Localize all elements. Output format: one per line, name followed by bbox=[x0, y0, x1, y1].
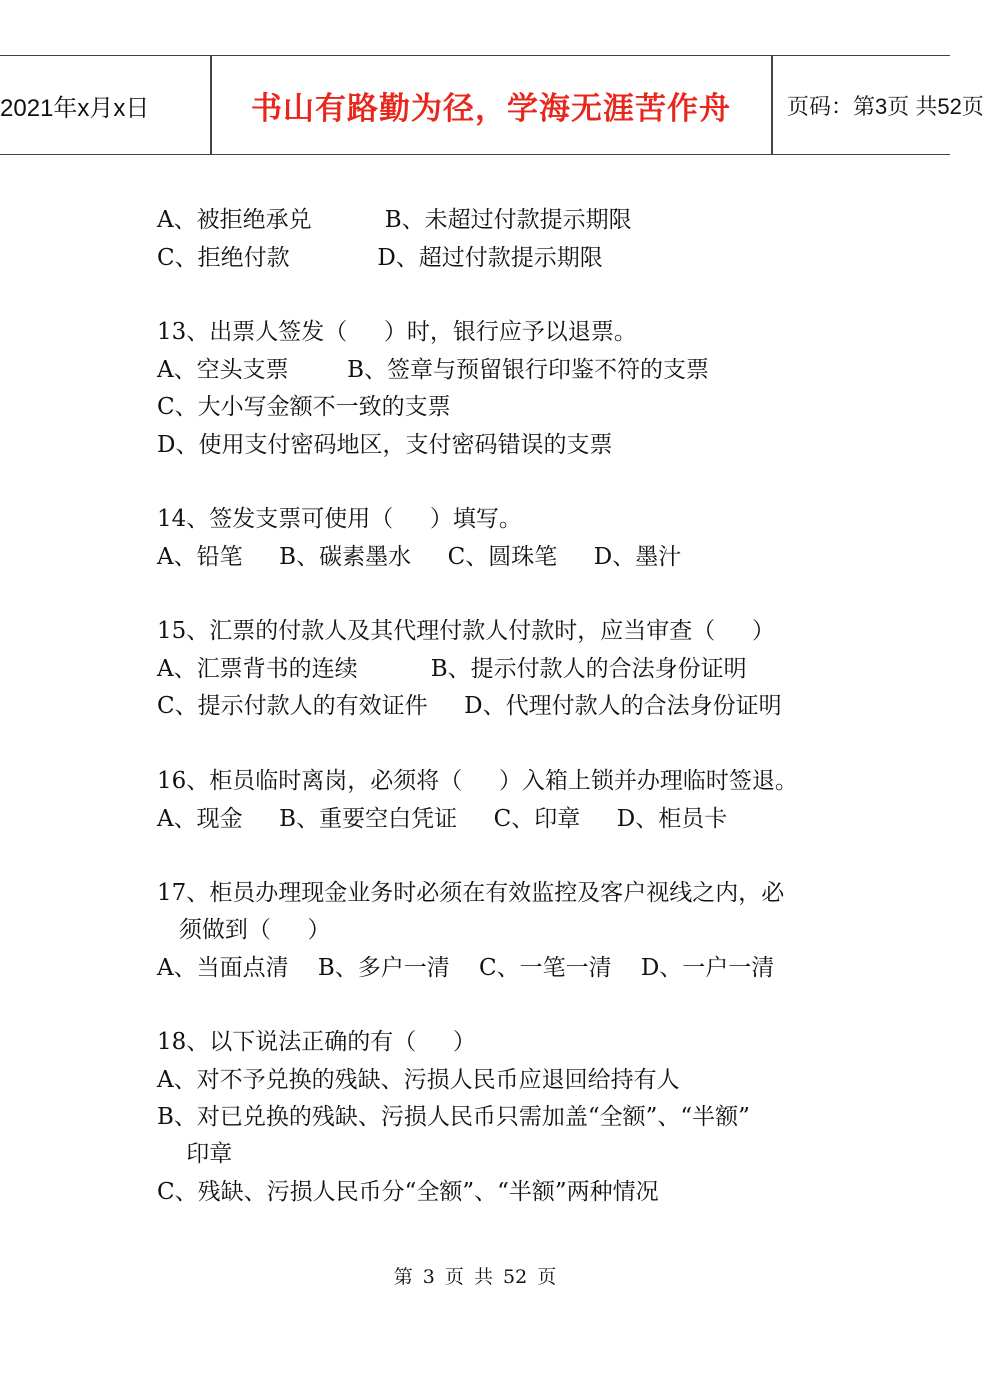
header-date: 2021年x月x日 bbox=[0, 94, 150, 122]
page-header bbox=[0, 55, 984, 155]
text-line: D、使用支付密码地区，支付密码错误的支票 bbox=[157, 432, 613, 458]
text-line: C、提示付款人的有效证件 D、代理付款人的合法身份证明 bbox=[157, 693, 782, 719]
question-18: 18、以下说法正确的有（ ） bbox=[157, 1029, 476, 1055]
text-line: A、空头支票 B、签章与预留银行印鉴不符的支票 bbox=[157, 357, 709, 383]
text-line: A、汇票背书的连续 B、提示付款人的合法身份证明 bbox=[157, 656, 747, 682]
text-line: A、当面点清 B、多户一清 C、一笔一清 D、一户一清 bbox=[157, 955, 775, 981]
question-17: 17、柜员办理现金业务时必须在有效监控及客户视线之内，必 bbox=[157, 880, 785, 906]
header-page-label: 页码：第3页 共52页 bbox=[787, 93, 984, 119]
text-line: A、被拒绝承兑 B、未超过付款提示期限 bbox=[157, 207, 632, 233]
text-line: 须做到（ ） bbox=[157, 917, 331, 943]
page-footer: 第 3 页 共 52 页 bbox=[393, 1266, 557, 1288]
text-line: C、拒绝付款 D、超过付款提示期限 bbox=[157, 245, 603, 271]
text-line: A、对不予兑换的残缺、污损人民币应退回给持有人 bbox=[157, 1067, 680, 1093]
question-16: 16、柜员临时离岗，必须将（ ）入箱上锁并办理临时签退。 bbox=[157, 768, 798, 794]
text-line: C、残缺、污损人民币分“全额”、“半额”两种情况 bbox=[157, 1179, 659, 1205]
text-line: A、铅笔 B、碳素墨水 C、圆珠笔 D、墨汁 bbox=[157, 544, 682, 570]
header-motto: 书山有路勤为径，学海无涯苦作舟 bbox=[251, 90, 731, 127]
question-15: 15、汇票的付款人及其代理付款人付款时，应当审查（ ） bbox=[157, 618, 775, 644]
text-line: A、现金 B、重要空白凭证 C、印章 D、柜员卡 bbox=[157, 806, 728, 832]
text-line: 印章 bbox=[157, 1141, 233, 1167]
question-13: 13、出票人签发（ ）时，银行应予以退票。 bbox=[157, 319, 637, 345]
text-line: B、对已兑换的残缺、污损人民币只需加盖“全额”、“半额” bbox=[157, 1104, 750, 1130]
text-line: C、大小写金额不一致的支票 bbox=[157, 394, 451, 420]
question-14: 14、签发支票可使用（ ）填写。 bbox=[157, 506, 522, 532]
